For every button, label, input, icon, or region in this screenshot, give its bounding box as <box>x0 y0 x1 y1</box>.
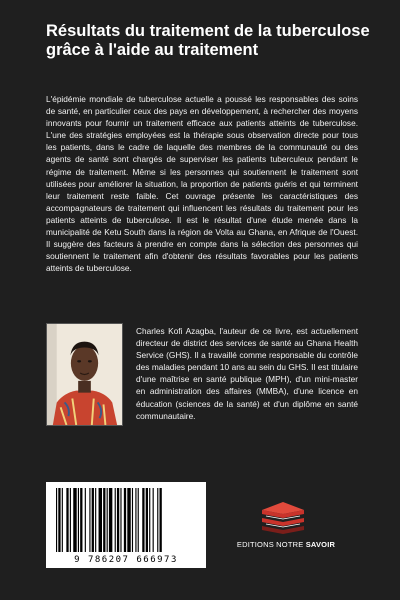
author-bio: Charles Kofi Azagba, l'auteur de ce livre, est actuellement directeur de district des services de santé au Ghana Health Service (GHS). Il a travaillé comme responsable du contrôle des maladies pendant 10 ans au sein du GHS. Il est titulaire d'une maîtrise en santé publique (MPH), d'un mini-master en administration des affaires (MMBA), d'une licence en éducation (sciences de la santé) et d'un diplôme en santé communautaire. <box>136 326 358 421</box>
book-title: Résultats du traitement de la tuberculose grâce à l'aide au traitement <box>46 22 370 59</box>
book-summary: L'épidémie mondiale de tuberculose actuelle a poussé les responsables des soins de santé, en particulier ceux des pays en développement, à rechercher des moyens innovants pour fournir un traitement efficace aux patients atteints de tuberculose. L'une des stratégies employées est la thérapie sous observation directe pour tous les patients, dans le cadre de laquelle des membres de la communauté ou des agents de santé sont chargés de superviser les patients tuberculeux pendant le régime de traitement. Même si les personnes qui soutiennent le traitement sont utilisées pour améliorer la situation, la proportion de patients guéris et qui terminent leur traitement reste faible. Cet ouvrage présente les caractéristiques des accompagnateurs de traitement qui influencent les résultats du traitement pour les patients atteints de tuberculose. Il est le résultat d'une étude menée dans la municipalité de Ketu South dans la région de Volta au Ghana, en Afrique de l'Ouest. Il suggère des facteurs à prendre en compte dans la sélection des personnes qui soutiennent le traitement afin d'obtenir des résultats favorables pour les patients atteints de tuberculose. <box>46 94 358 274</box>
publisher-name <box>236 540 336 549</box>
isbn-number: 9 786207 666973 <box>74 555 178 565</box>
barcode-bars <box>54 488 198 552</box>
author-photo <box>46 323 123 426</box>
stacked-books-icon <box>258 500 308 536</box>
publisher-name-bold: SAVOIR <box>305 540 336 549</box>
publisher-name-prefix: EDITIONS NOTRE <box>236 540 306 549</box>
barcode <box>46 482 206 568</box>
